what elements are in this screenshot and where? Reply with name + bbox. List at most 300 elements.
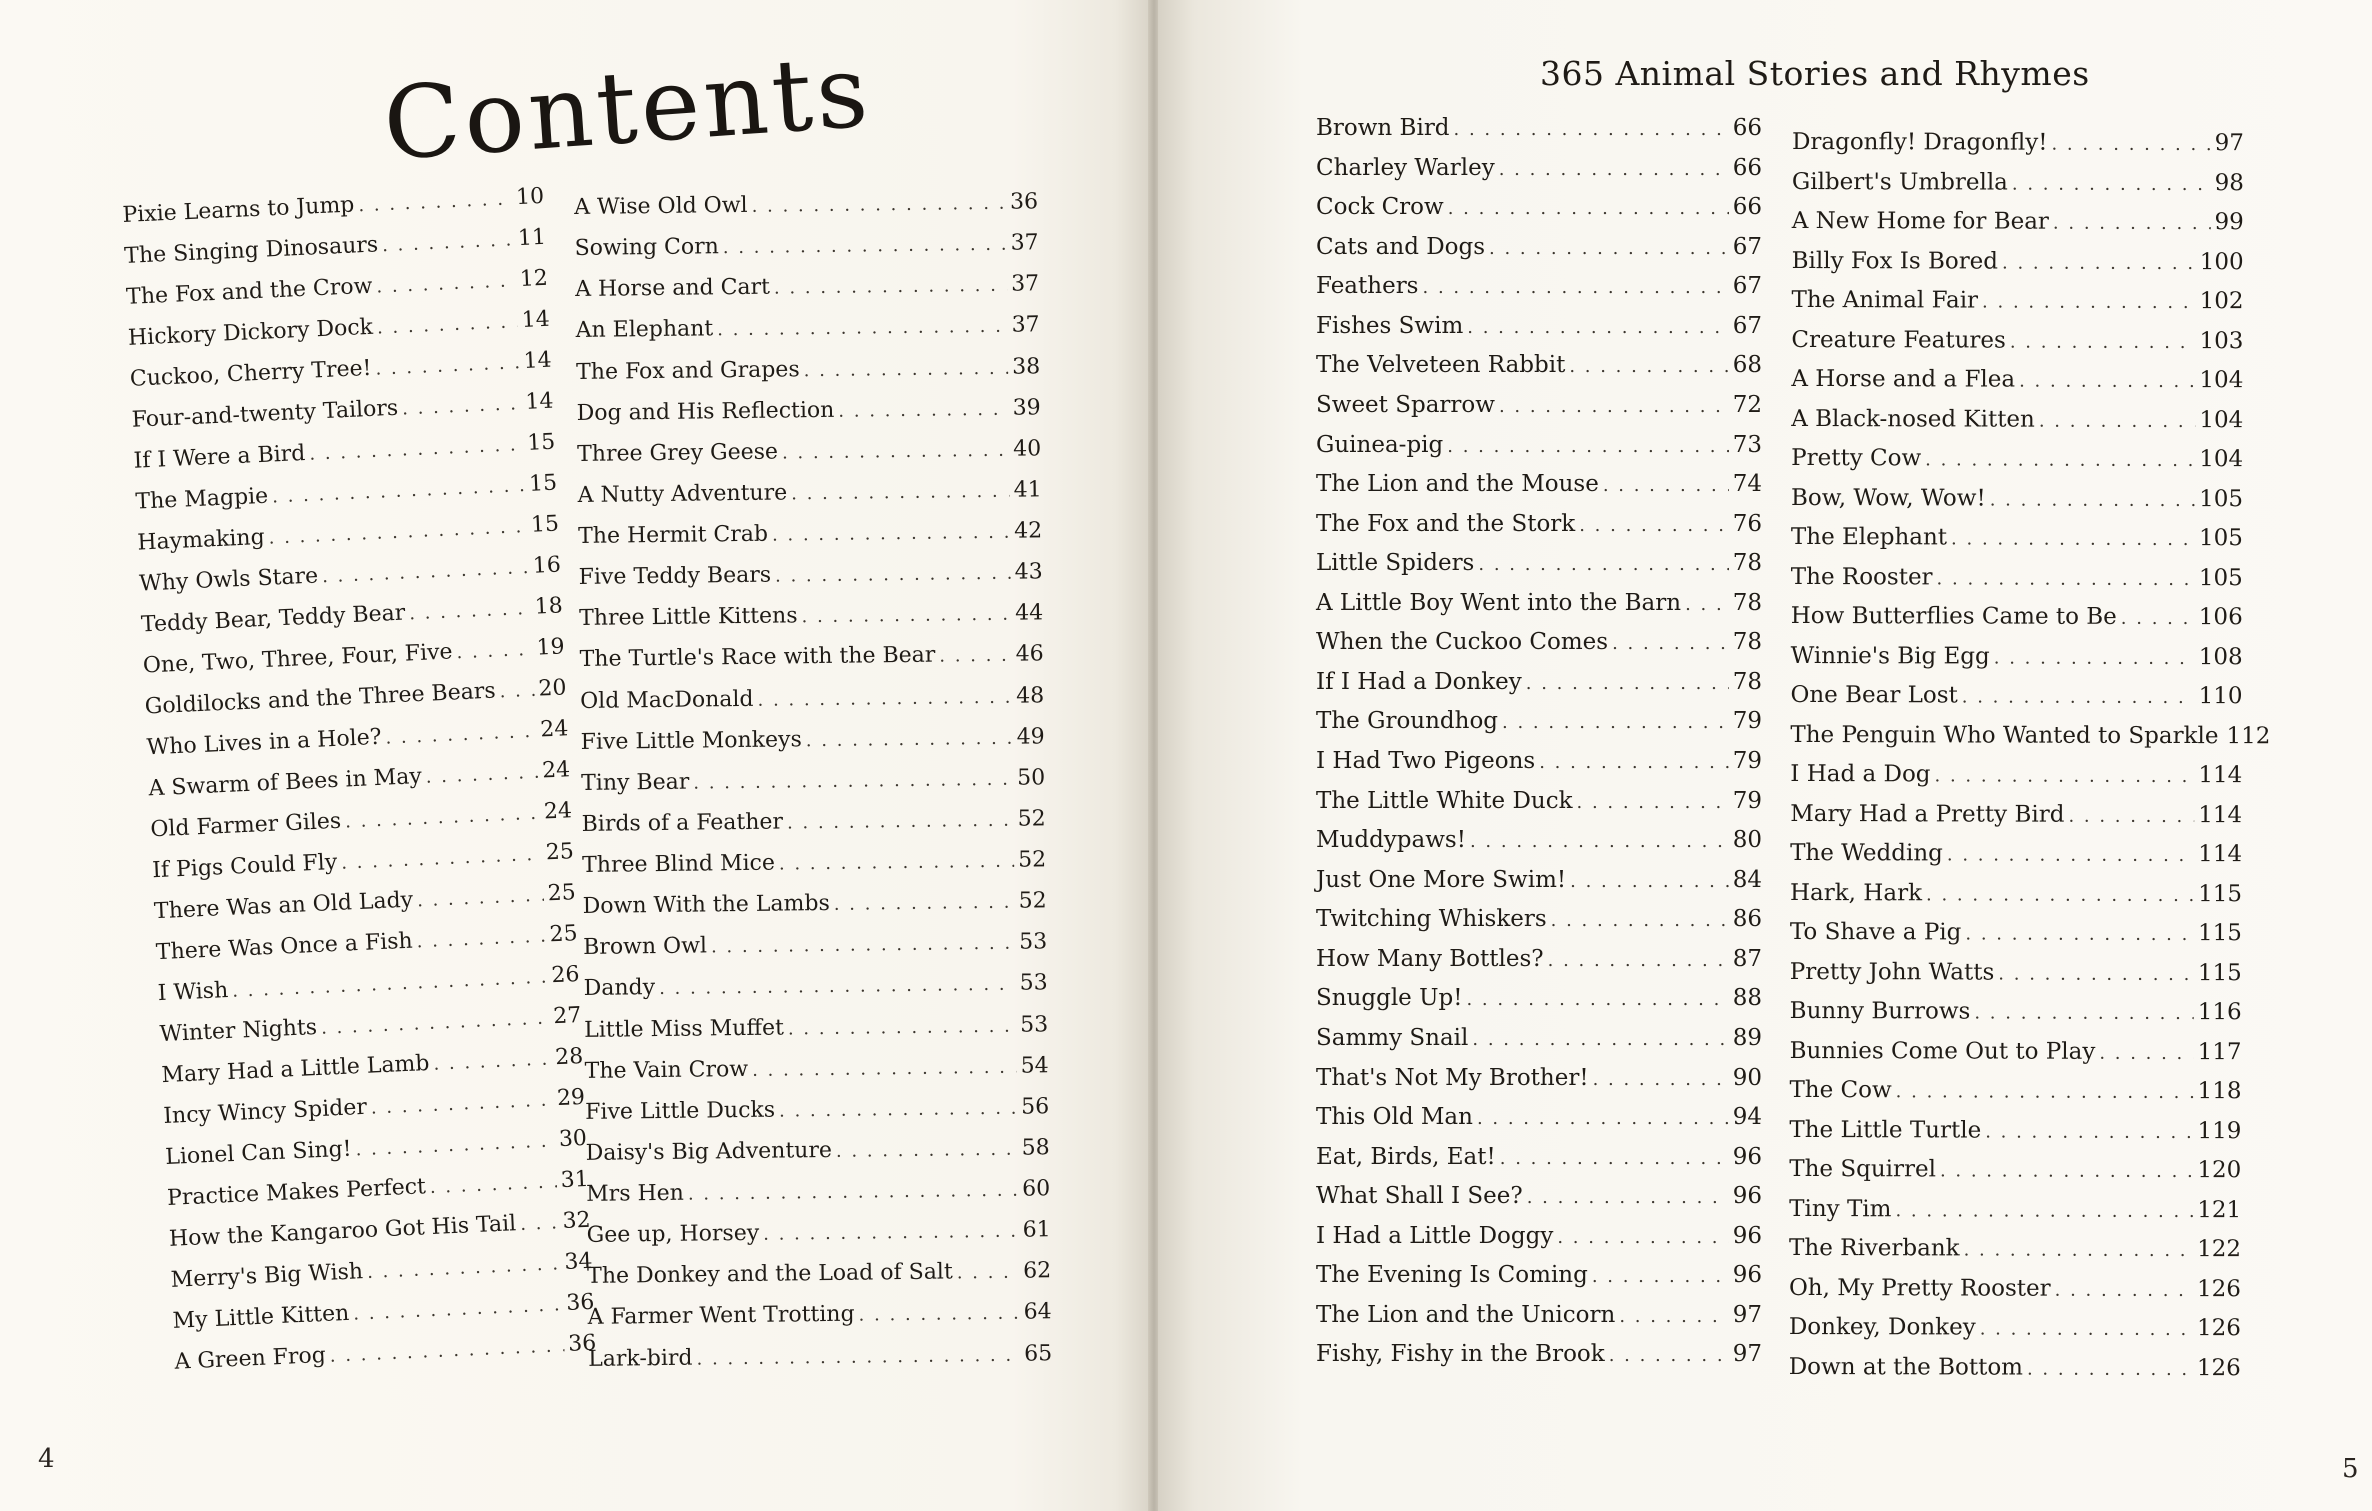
toc-entry-page: 64	[1023, 1299, 1052, 1325]
toc-entry-title: Merry's Big Wish	[170, 1258, 364, 1293]
toc-entry	[582, 848, 1046, 878]
toc-entry-title: Five Little Monkeys	[580, 726, 802, 755]
toc-entry	[159, 1004, 582, 1047]
dot-leader	[836, 1140, 1018, 1162]
toc-entry	[1792, 130, 2244, 156]
toc-entry	[1316, 1105, 1762, 1130]
dot-leader	[804, 358, 1009, 380]
toc-entry-page: 98	[2214, 169, 2244, 196]
toc-entry	[588, 1301, 1052, 1331]
toc-entry-title: Three Little Kittens	[579, 603, 798, 632]
toc-entry	[1791, 406, 2243, 432]
toc-entry-page: 16	[532, 552, 562, 579]
toc-entry	[129, 349, 552, 392]
toc-entry-title: Down at the Bottom	[1788, 1353, 2024, 1381]
toc-entry-page: 66	[1732, 115, 1762, 141]
dot-leader	[752, 194, 1007, 217]
toc-entry	[1316, 393, 1762, 418]
toc-entry	[1790, 762, 2242, 788]
dot-leader	[1454, 120, 1729, 140]
dot-leader	[717, 317, 1008, 340]
toc-entry-title: Practice Makes Perfect	[166, 1173, 427, 1211]
toc-entry	[581, 766, 1045, 796]
toc-entry-page: 46	[1015, 641, 1044, 668]
toc-entry-page: 79	[1732, 787, 1762, 814]
toc-entry	[1316, 1303, 1762, 1328]
toc-entry-page: 18	[534, 593, 564, 620]
toc-entry	[584, 1013, 1048, 1043]
toc-entry	[577, 396, 1041, 426]
dot-leader	[321, 1008, 550, 1038]
toc-entry-title: One Bear Lost	[1790, 681, 1958, 709]
toc-entry-page: 11	[517, 224, 547, 252]
contents-title: Contents	[379, 32, 876, 183]
toc-entry	[1790, 841, 2242, 867]
dot-leader	[385, 722, 537, 749]
toc-entry-page: 53	[1018, 929, 1048, 955]
toc-entry-title: I Had Two Pigeons	[1316, 748, 1536, 774]
toc-entry	[1316, 947, 1762, 972]
dot-leader	[834, 893, 1015, 915]
toc-entry-page: 78	[1732, 668, 1762, 695]
toc-entry-page: 105	[2199, 485, 2244, 512]
toc-entry-title: A Black-nosed Kitten	[1791, 405, 2035, 433]
dot-leader	[416, 926, 546, 952]
dot-leader	[1448, 199, 1729, 219]
dot-leader	[1940, 1161, 2193, 1181]
dot-leader	[711, 934, 1015, 958]
toc-entry-title: There Was Once a Fish	[155, 928, 414, 965]
toc-entry-title: Eat, Birds, Eat!	[1316, 1143, 1496, 1170]
toc-entry-title: The Singing Dinosaurs	[123, 232, 379, 269]
dot-leader	[763, 1222, 1019, 1245]
toc-entry-page: 41	[1013, 477, 1042, 503]
toc-entry-page: 126	[2196, 1354, 2241, 1381]
toc-entry-title: The Lion and the Mouse	[1316, 471, 1599, 498]
toc-entry	[1790, 880, 2242, 906]
toc-entry	[578, 519, 1042, 549]
dot-leader	[859, 1304, 1020, 1326]
toc-entry-page: 120	[2197, 1157, 2242, 1184]
toc-entry-page: 48	[1015, 682, 1045, 709]
toc-entry	[581, 725, 1045, 755]
dot-leader	[433, 1049, 552, 1074]
dot-leader	[1619, 1307, 1728, 1327]
toc-entry-title: Lionel Can Sing!	[164, 1136, 353, 1170]
toc-entry	[1316, 709, 1762, 734]
toc-entry-page: 15	[526, 429, 556, 456]
toc-entry-page: 65	[1024, 1340, 1053, 1367]
toc-entry-title: Little Spiders	[1316, 550, 1475, 577]
dot-leader	[1499, 160, 1729, 180]
toc-entry	[576, 314, 1040, 344]
toc-entry-page: 26	[550, 961, 580, 989]
toc-entry	[1316, 749, 1762, 774]
dot-leader	[353, 1295, 563, 1324]
toc-entry-title: Bunnies Come Out to Play	[1789, 1037, 2096, 1065]
toc-entry	[1790, 920, 2242, 946]
toc-entry	[1791, 485, 2243, 511]
toc-entry-title: Pretty Cow	[1791, 444, 1922, 472]
toc-entry-title: I Had a Little Doggy	[1316, 1222, 1554, 1249]
toc-entry-title: Why Owls Stare	[138, 563, 319, 597]
toc-entry-title: Brown Bird	[1316, 115, 1450, 141]
toc-entry-page: 15	[528, 470, 558, 497]
toc-entry-page: 117	[2197, 1038, 2242, 1065]
dot-leader	[402, 394, 522, 419]
toc-entry-page: 88	[1732, 985, 1762, 1012]
toc-entry-title: A Swarm of Bees in May	[147, 763, 423, 802]
toc-entry	[1791, 525, 2243, 551]
dot-leader	[757, 687, 1012, 710]
dot-leader	[456, 640, 533, 663]
toc-entry-page: 87	[1732, 945, 1762, 972]
toc-entry-title: A Nutty Adventure	[577, 480, 788, 508]
toc-entry-title: Dragonfly! Dragonfly!	[1791, 129, 2048, 156]
toc-entry	[585, 1095, 1049, 1125]
toc-entry-page: 112	[2226, 722, 2271, 749]
dot-leader	[1478, 555, 1728, 575]
dot-leader	[2010, 332, 2196, 352]
toc-entry-page: 12	[519, 265, 549, 292]
toc-entry-title: A Little Boy Went into the Barn	[1316, 589, 1682, 616]
dot-leader	[1467, 318, 1728, 338]
toc-entry-page: 116	[2197, 999, 2242, 1026]
dot-leader	[2068, 806, 2194, 826]
toc-entry-title: Cock Crow	[1316, 194, 1444, 221]
dot-leader	[1964, 1240, 2194, 1260]
toc-entry	[168, 1208, 591, 1251]
toc-entry	[587, 1218, 1051, 1248]
toc-entry-title: Three Grey Geese	[577, 439, 779, 467]
toc-entry-title: Hickory Dickory Dock	[127, 314, 374, 351]
toc-entry-title: Twitching Whiskers	[1316, 906, 1547, 933]
toc-entry	[1789, 1354, 2241, 1380]
toc-entry-title: The Squirrel	[1789, 1155, 1937, 1183]
dot-leader	[752, 1057, 1017, 1080]
dot-leader	[1502, 713, 1729, 733]
toc-entry	[174, 1331, 597, 1374]
page-number-left: 4	[38, 1444, 55, 1474]
dot-leader	[1447, 437, 1728, 457]
dot-leader	[2121, 609, 2195, 629]
toc-entry	[152, 840, 575, 883]
toc-entry-page: 119	[2197, 1117, 2242, 1144]
toc-entry	[1316, 551, 1762, 576]
dot-leader	[723, 235, 1007, 258]
dot-leader	[2039, 411, 2196, 431]
toc-entry-page: 76	[1732, 510, 1762, 537]
toc-entry	[1316, 868, 1762, 893]
toc-entry-page: 84	[1732, 866, 1762, 893]
dot-leader	[1539, 753, 1729, 773]
toc-entry	[1316, 1224, 1762, 1249]
toc-entry-title: The Magpie	[134, 483, 269, 515]
toc-column-2	[574, 190, 1052, 1372]
dot-leader	[772, 523, 1010, 546]
dot-leader	[1951, 529, 2195, 549]
toc-entry-page: 53	[1019, 970, 1048, 996]
toc-entry-page: 27	[552, 1002, 582, 1029]
toc-entry	[1790, 801, 2242, 827]
dot-leader	[1526, 674, 1729, 694]
toc-entry-title: Teddy Bear, Teddy Bear	[140, 600, 406, 638]
dot-leader	[1569, 357, 1728, 377]
toc-entry	[1316, 472, 1762, 497]
toc-entry-page: 40	[1012, 436, 1042, 462]
toc-entry-page: 105	[2198, 525, 2243, 552]
toc-entry-title: Five Little Ducks	[585, 1097, 776, 1125]
toc-entry	[583, 889, 1047, 919]
toc-entry-title: Donkey, Donkey	[1788, 1313, 1976, 1341]
toc-entry-title: How the Kangaroo Got His Tail	[168, 1210, 517, 1252]
dot-leader	[1579, 516, 1728, 536]
toc-entry	[1316, 630, 1762, 655]
dot-leader	[779, 852, 1014, 875]
toc-entry-title: A Horse and a Flea	[1791, 365, 2016, 393]
toc-entry-title: Fishes Swim	[1316, 312, 1464, 339]
dot-leader	[2012, 174, 2211, 194]
dot-leader	[1489, 239, 1729, 259]
toc-entry-page: 39	[1012, 394, 1041, 421]
toc-entry-page: 30	[558, 1125, 588, 1152]
toc-entry	[1316, 314, 1762, 339]
toc-entry-title: Tiny Tim	[1789, 1195, 1892, 1222]
toc-entry-page: 80	[1732, 827, 1762, 854]
toc-entry	[1316, 907, 1762, 932]
toc-entry-page: 126	[2197, 1275, 2242, 1302]
dot-leader	[1965, 924, 2194, 944]
toc-entry-page: 97	[2214, 130, 2245, 157]
toc-column-1	[122, 185, 597, 1375]
dot-leader	[779, 1098, 1017, 1121]
toc-entry	[574, 190, 1038, 220]
dot-leader	[688, 1181, 1019, 1205]
toc-entry-title: There Was an Old Lady	[153, 887, 414, 924]
toc-entry-page: 118	[2197, 1078, 2242, 1105]
toc-entry-title: The Little White Duck	[1316, 787, 1573, 814]
toc-entry	[1316, 116, 1762, 141]
dot-leader	[1577, 793, 1729, 813]
toc-entry	[133, 431, 556, 474]
dot-leader	[774, 276, 1007, 299]
toc-entry-page: 68	[1732, 352, 1762, 379]
toc-entry-page: 115	[2197, 959, 2242, 986]
toc-entry	[1316, 274, 1762, 299]
toc-entry-page: 96	[1732, 1222, 1762, 1249]
toc-entry-title: Sammy Snail	[1316, 1024, 1469, 1051]
dot-leader	[1472, 1030, 1728, 1050]
toc-entry-page: 37	[1010, 271, 1040, 297]
toc-entry	[131, 390, 554, 433]
dot-leader	[329, 1336, 564, 1366]
toc-entry-title: Cats and Dogs	[1316, 233, 1486, 260]
toc-entry-page: 32	[562, 1207, 592, 1234]
toc-entry-page: 34	[563, 1248, 593, 1275]
dot-leader	[939, 646, 1012, 667]
toc-entry-page: 103	[2199, 327, 2244, 354]
toc-entry	[1791, 604, 2243, 630]
toc-entry	[144, 676, 567, 719]
toc-entry	[1791, 446, 2243, 472]
toc-entry-title: The Fox and Grapes	[575, 356, 800, 385]
toc-entry-title: The Fox and the Crow	[125, 273, 373, 310]
dot-leader	[382, 230, 515, 256]
toc-entry-title: When the Cuckoo Comes	[1316, 629, 1609, 656]
toc-entry	[1790, 1038, 2242, 1064]
dot-leader	[1937, 569, 2195, 589]
dot-leader	[1994, 648, 2195, 668]
toc-entry-page: 108	[2198, 643, 2243, 670]
toc-entry	[1316, 353, 1762, 378]
toc-entry-title: Gilbert's Umbrella	[1791, 168, 2008, 196]
dot-leader	[1895, 1201, 2193, 1222]
toc-entry-page: 67	[1732, 233, 1762, 260]
toc-entry-page: 28	[554, 1043, 584, 1070]
toc-entry	[1791, 564, 2243, 590]
toc-entry-title: Snuggle Up!	[1316, 985, 1463, 1012]
toc-entry	[1316, 1066, 1762, 1091]
toc-entry-page: 114	[2198, 801, 2243, 828]
toc-entry-page: 44	[1014, 600, 1044, 626]
toc-entry	[1789, 1078, 2241, 1104]
toc-entry	[1316, 1342, 1762, 1367]
toc-entry-page: 61	[1022, 1217, 1051, 1243]
toc-entry-page: 43	[1014, 559, 1043, 585]
toc-entry	[586, 1177, 1050, 1207]
toc-entry-page: 25	[545, 838, 575, 866]
toc-entry	[128, 308, 551, 351]
toc-entry	[580, 684, 1044, 714]
dot-leader	[2019, 372, 2195, 392]
dot-leader	[1548, 951, 1729, 971]
toc-entry-page: 104	[2199, 406, 2244, 433]
toc-entry	[575, 231, 1039, 261]
toc-entry-page: 56	[1021, 1094, 1050, 1120]
dot-leader	[801, 605, 1011, 627]
toc-entry	[579, 560, 1043, 590]
toc-entry-page: 19	[535, 634, 566, 661]
toc-entry-title: I Wish	[157, 977, 229, 1006]
toc-entry-page: 115	[2197, 920, 2242, 947]
toc-entry-title: The Vain Crow	[584, 1056, 749, 1084]
toc-entry-page: 60	[1022, 1176, 1051, 1202]
toc-entry-page: 79	[1732, 748, 1762, 774]
dot-leader	[2051, 135, 2210, 155]
toc-entry	[575, 273, 1039, 303]
toc-entry-page: 122	[2197, 1236, 2242, 1263]
dot-leader	[1947, 845, 2194, 865]
dot-leader	[791, 482, 1010, 504]
toc-entry-page: 38	[1011, 353, 1041, 380]
dot-leader	[1593, 1070, 1729, 1090]
toc-entry-page: 36	[565, 1289, 595, 1316]
dot-leader	[1896, 1082, 2194, 1103]
toc-entry	[139, 553, 562, 596]
toc-entry-title: Hark, Hark	[1789, 879, 1923, 906]
toc-entry-title: If I Were a Bird	[133, 440, 306, 474]
toc-entry	[163, 1086, 586, 1129]
toc-entry-title: Dandy	[583, 975, 656, 1002]
toc-entry	[135, 471, 558, 514]
toc-entry-title: One, Two, Three, Four, Five	[142, 639, 454, 679]
toc-entry	[1789, 1117, 2241, 1143]
toc-entry-title: Who Lives in a Hole?	[146, 724, 383, 761]
toc-entry-page: 15	[530, 511, 560, 538]
toc-entry	[1792, 288, 2244, 314]
toc-entry-page: 121	[2197, 1196, 2242, 1223]
toc-entry	[126, 267, 549, 310]
toc-entry-title: The Groundhog	[1316, 708, 1499, 735]
toc-entry-page: 49	[1016, 723, 1045, 750]
toc-entry-page: 126	[2196, 1315, 2241, 1342]
toc-entry-page: 78	[1732, 550, 1762, 577]
toc-entry	[1789, 1196, 2241, 1222]
dot-leader	[1470, 832, 1729, 852]
toc-entry-page: 24	[543, 797, 573, 825]
toc-entry	[1791, 643, 2243, 669]
dot-leader	[838, 399, 1009, 421]
toc-entry-title: Just One More Swim!	[1316, 866, 1567, 893]
dot-leader	[1477, 1109, 1729, 1129]
toc-entry	[1791, 367, 2243, 393]
dot-leader	[309, 435, 524, 464]
toc-entry	[141, 594, 564, 637]
toc-entry	[1792, 248, 2244, 274]
toc-entry	[124, 226, 547, 269]
toc-entry-page: 54	[1020, 1052, 1049, 1079]
toc-entry-title: I Had a Dog	[1790, 760, 1931, 788]
toc-entry	[1789, 1315, 2241, 1341]
page-number-right: 5	[2342, 1454, 2359, 1484]
toc-entry-title: Pretty John Watts	[1789, 958, 1995, 986]
toc-entry-title: If I Had a Donkey	[1316, 668, 1522, 695]
dot-leader	[2055, 1280, 2193, 1300]
dot-leader	[358, 189, 513, 216]
dot-leader	[376, 271, 516, 297]
toc-entry-title: How Butterflies Came to Be	[1790, 602, 2117, 630]
toc-entry-page: 99	[2214, 209, 2244, 236]
toc-entry-title: Mrs Hen	[586, 1180, 685, 1207]
toc-entry	[1316, 828, 1762, 853]
dot-leader	[1551, 911, 1729, 931]
dot-leader	[520, 1213, 559, 1235]
toc-entry-title: Old MacDonald	[580, 686, 754, 714]
toc-entry	[1316, 195, 1762, 220]
toc-entry-title: Sweet Sparrow	[1316, 391, 1495, 418]
toc-entry-title: The Velveteen Rabbit	[1316, 352, 1566, 379]
toc-entry-page: 42	[1013, 518, 1043, 544]
toc-entry	[161, 1045, 584, 1088]
toc-entry-title: Sowing Corn	[574, 234, 719, 262]
toc-entry-title: Guinea-pig	[1316, 431, 1444, 458]
toc-entry-page: 36	[567, 1330, 597, 1357]
toc-entry	[170, 1249, 593, 1292]
dot-leader	[425, 762, 538, 787]
toc-entry	[1316, 1184, 1762, 1209]
dot-leader	[1570, 872, 1729, 892]
toc-entry-title: How Many Bottles?	[1316, 945, 1544, 972]
dot-leader	[1935, 766, 2195, 786]
toc-entry-page: 90	[1732, 1064, 1762, 1091]
dot-leader	[322, 558, 530, 587]
dot-leader	[2099, 1043, 2193, 1063]
toc-entry	[1316, 512, 1762, 537]
toc-entry-title: Muddypaws!	[1316, 827, 1466, 854]
toc-entry-title: Old Farmer Giles	[149, 808, 342, 843]
toc-entry-title: Bunny Burrows	[1789, 997, 1971, 1025]
toc-entry	[1792, 169, 2244, 195]
